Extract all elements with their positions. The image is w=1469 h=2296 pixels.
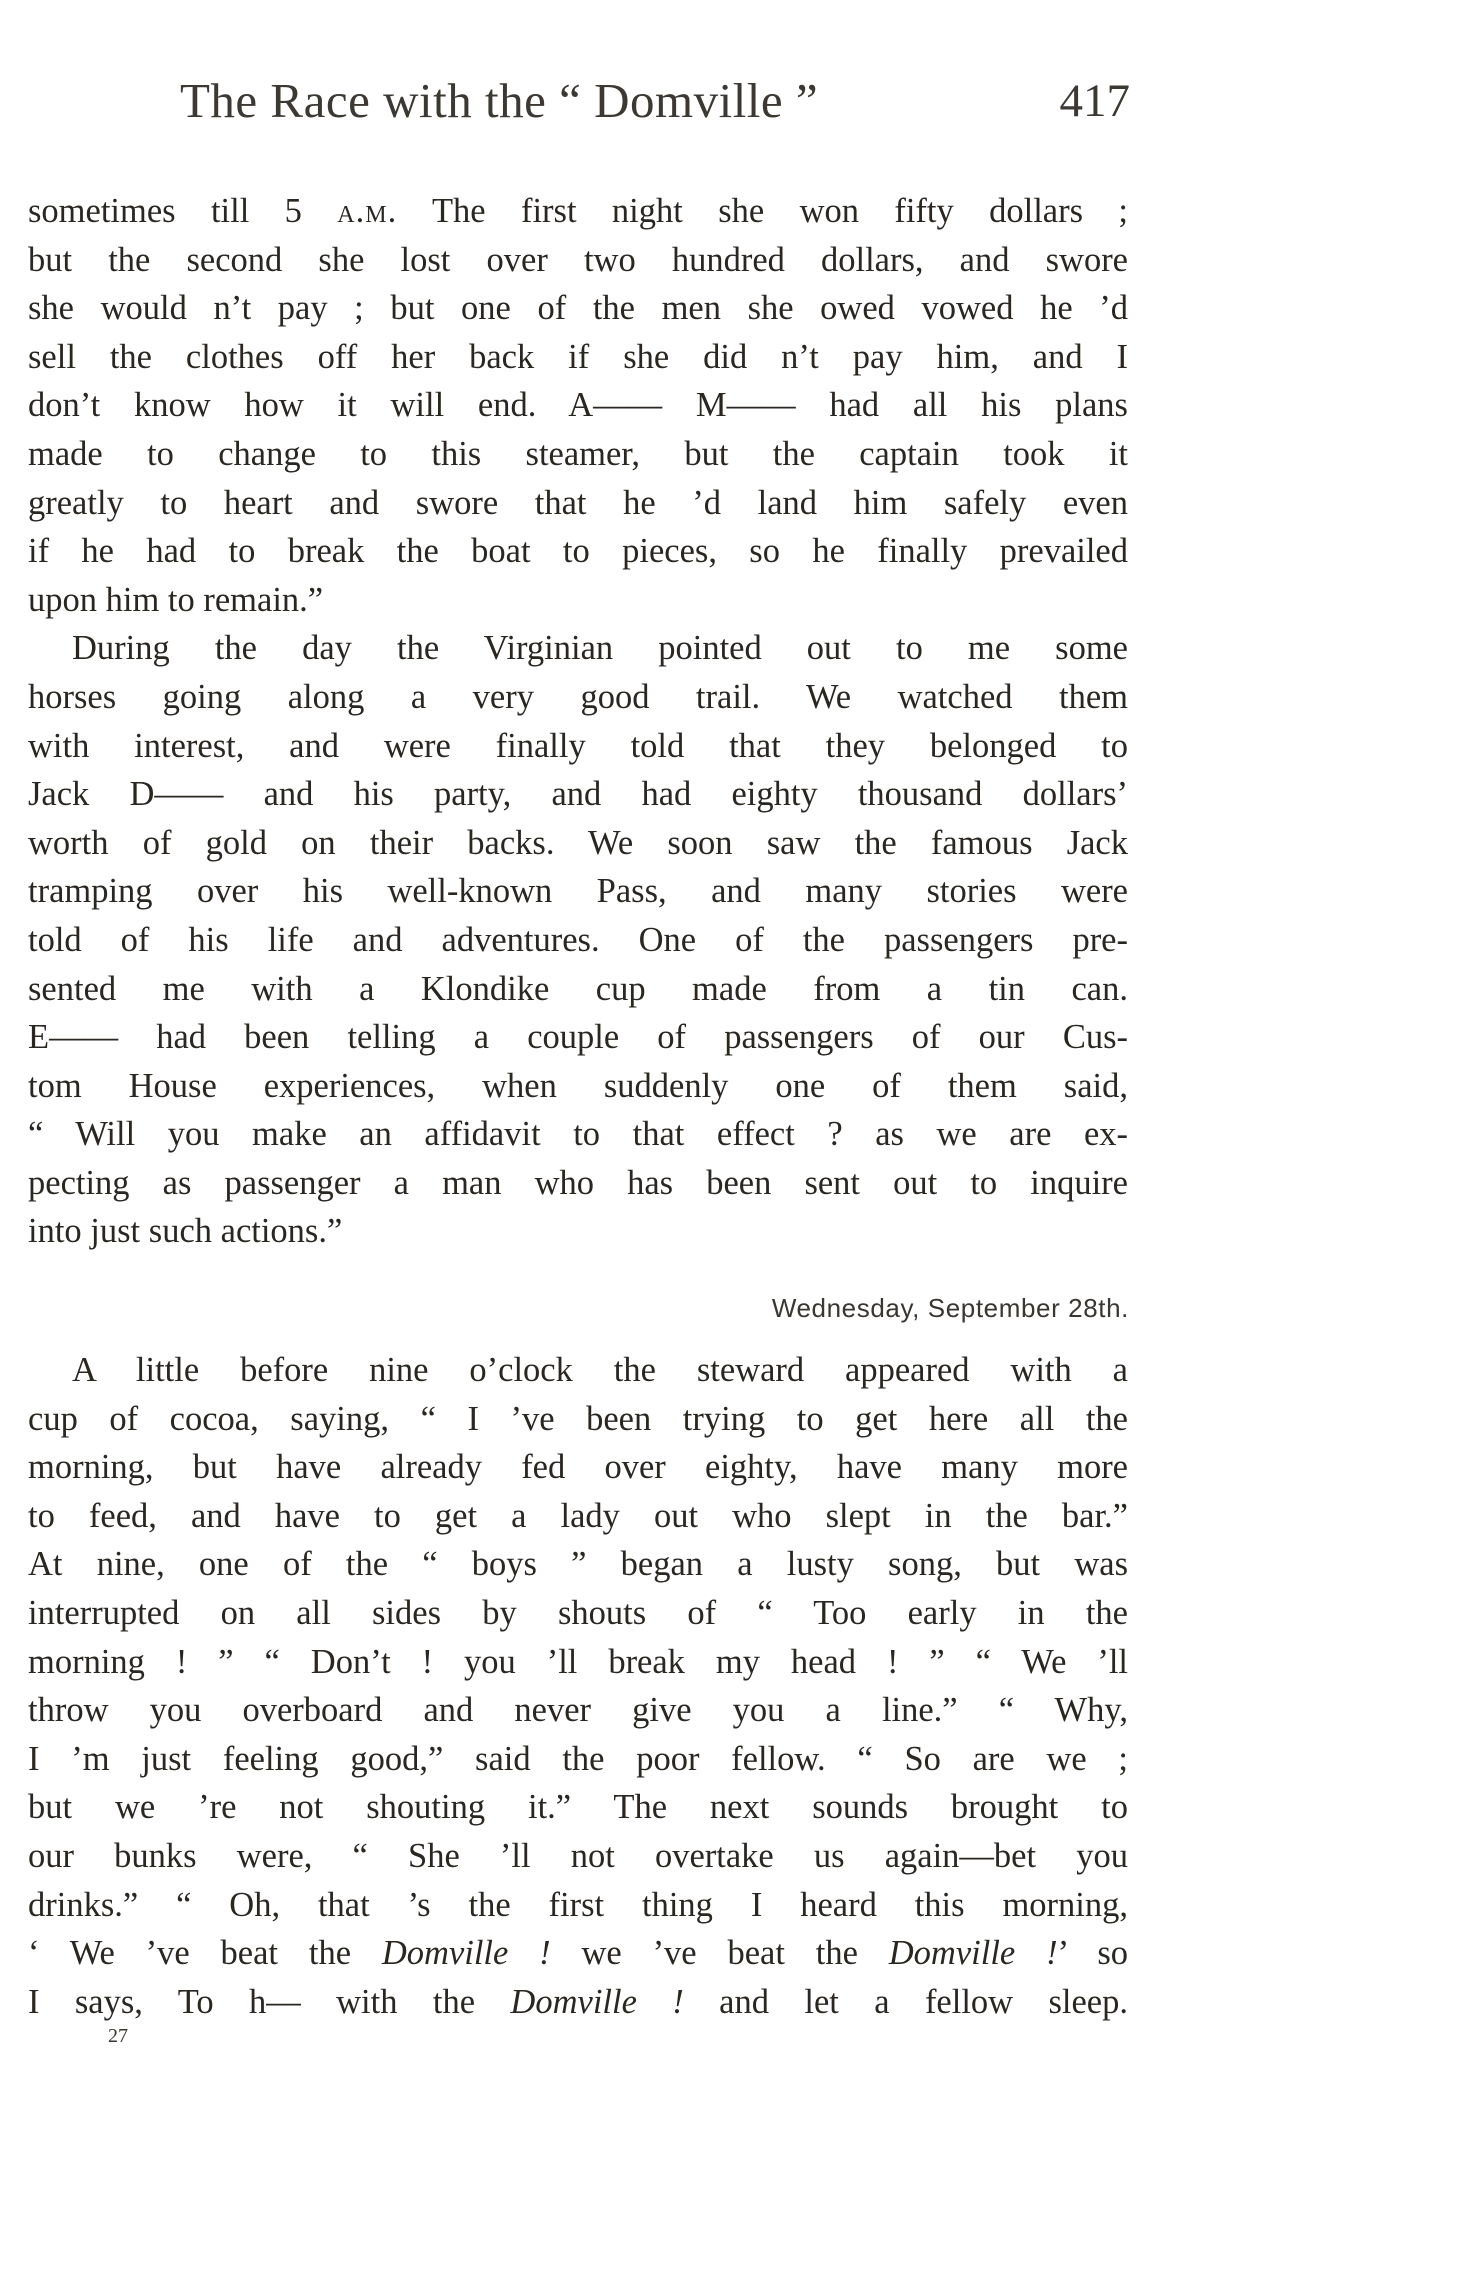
text-line: A little before nine o’clock the steward appeared with a <box>72 1351 1128 1389</box>
ship-name: Domville ! <box>381 1934 551 1973</box>
text-line: cup of cocoa, saying, “ I ’ve been trying to get here all the <box>28 1399 1128 1438</box>
text-line: don’t know how it will end. A—— M—— had all his plans <box>28 386 1128 425</box>
ship-name: Domville ! <box>888 1934 1058 1973</box>
text-line: E—— had been telling a couple of passengers of our Cus- <box>28 1018 1128 1057</box>
text-line: with interest, and were finally told that they belonged to <box>28 726 1128 765</box>
text-line: sented me with a Klondike cup made from a tin can. <box>28 969 1128 1008</box>
text-line: “ Will you make an affidavit to that effect ? as we are ex- <box>28 1115 1128 1154</box>
text-line: our bunks were, “ She ’ll not overtake us again—bet you <box>28 1836 1128 1875</box>
text-line: tom House experiences, when suddenly one of them said, <box>28 1066 1128 1105</box>
dateline: Wednesday, September 28th. <box>771 1293 1129 1323</box>
text-line: made to change to this steamer, but the captain took it <box>28 434 1128 473</box>
text-line: During the day the Virginian pointed out to me some <box>72 629 1128 668</box>
page-number: 417 <box>1059 75 1130 127</box>
text-line: I ’m just feeling good,” said the poor fellow. “ So are we ; <box>28 1739 1128 1778</box>
text-line: I says, To h— with the Domville ! and let a fellow sleep. <box>28 1982 1128 2021</box>
text-line: into just such actions.” <box>28 1212 343 1251</box>
text-line: worth of gold on their backs. We soon saw the famous Jack <box>28 823 1128 862</box>
text-line: Jack D—— and his party, and had eighty thousand dollars’ <box>28 775 1128 814</box>
text-line: sell the clothes off her back if she did n’t pay him, and I <box>28 337 1128 376</box>
running-title: The Race with the “ Domville ” <box>180 73 819 128</box>
text-line: greatly to heart and swore that he ’d land him safely even <box>28 483 1128 522</box>
text-line: sometimes till 5 a.m. The first night she won fifty dollars ; <box>28 192 1128 230</box>
text-line: At nine, one of the “ boys ” began a lusty song, but was <box>28 1545 1128 1584</box>
text-line: ‘ We ’ve beat the Domville ! we ’ve beat the Domville !’ so <box>28 1934 1129 1973</box>
running-head <box>180 72 1130 142</box>
text-line: pecting as passenger a man who has been sent out to inquire <box>28 1163 1128 1202</box>
text-line: to feed, and have to get a lady out who slept in the bar.” <box>28 1496 1128 1535</box>
text-line: horses going along a very good trail. We watched them <box>28 677 1128 716</box>
text-line: drinks.” “ Oh, that ’s the first thing I heard this morning, <box>28 1885 1128 1924</box>
text-line: she would n’t pay ; but one of the men she owed vowed he ’d <box>28 289 1128 328</box>
signature-mark: 27 <box>108 2025 128 2047</box>
body-text-upper <box>28 187 1128 1256</box>
text-line: but we ’re not shouting it.” The next sounds brought to <box>28 1788 1128 1827</box>
text-line: morning, but have already fed over eighty, have many more <box>28 1448 1128 1487</box>
text-line: tramping over his well-known Pass, and many stories were <box>28 872 1128 911</box>
time-marker: a.m. <box>337 192 398 230</box>
text-line: told of his life and adventures. One of the passengers pre- <box>28 920 1128 959</box>
text-line: interrupted on all sides by shouts of “ Too early in the <box>28 1593 1128 1632</box>
text-line: morning ! ” “ Don’t ! you ’ll break my head ! ” “ We ’ll <box>28 1642 1128 1681</box>
ship-name: Domville ! <box>510 1982 684 2021</box>
text-line: if he had to break the boat to pieces, so he finally prevailed <box>28 532 1128 571</box>
text-line: upon him to remain.” <box>28 580 324 619</box>
text-line: throw you overboard and never give you a line.” “ Why, <box>28 1691 1128 1730</box>
body-text-lower <box>28 1346 1128 2026</box>
text-line: but the second she lost over two hundred dollars, and swore <box>28 240 1128 279</box>
